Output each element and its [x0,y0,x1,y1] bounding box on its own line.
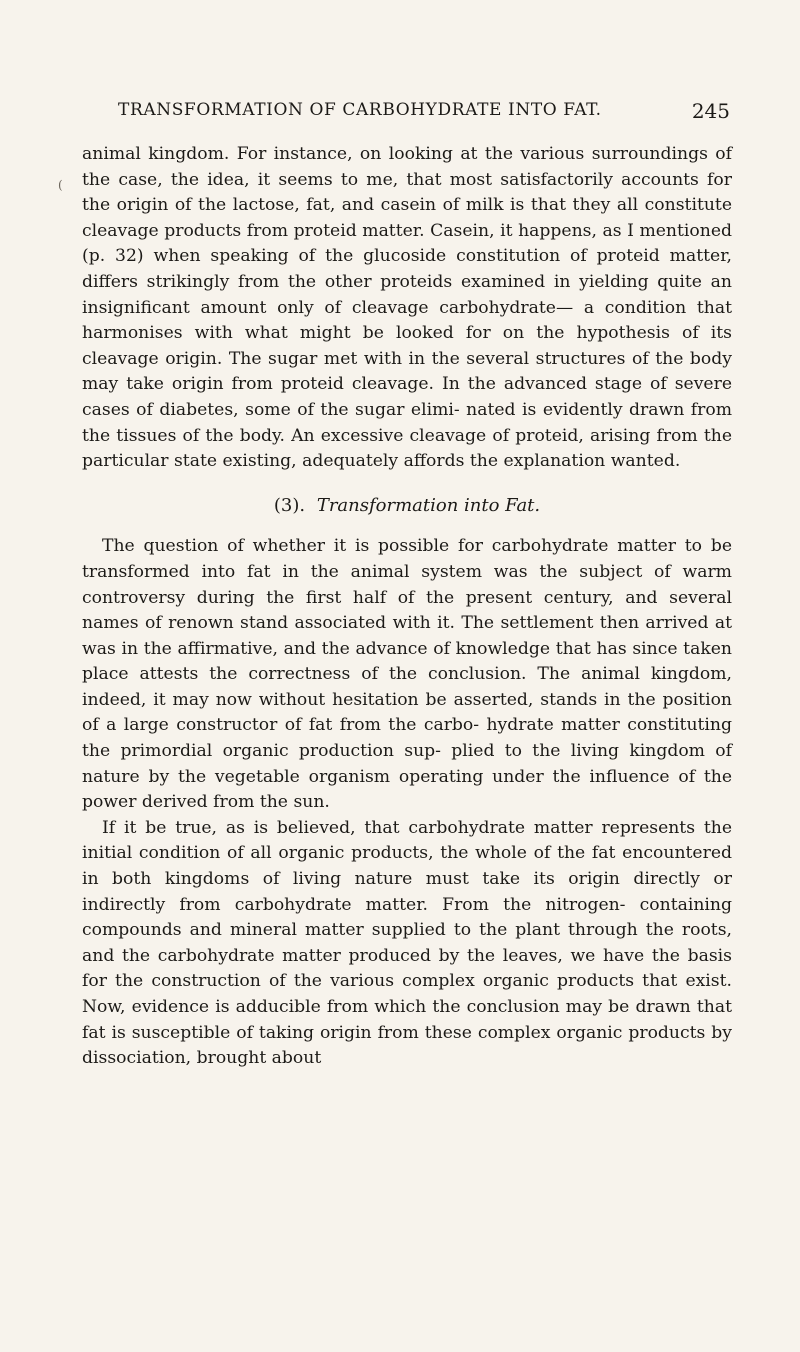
body-text [82,142,732,1072]
paragraph-2: The question of whether it is possible for carbohydrate matter to be transformed into fat in the animal system was the subject of warm controversy during the first half of the present century, and several names of renown stand associated with it. The settlement then arrived at was in the affirmative, and the advance of knowledge that has since taken place attests the correctness of the conclusion. The animal kingdom, indeed, it may now without hesitation be asserted, stands in the position of a large constructor of fat from the carbo- hydrate matter constituting the primordial organic production sup- plied to the living kingdom of nature by the vegetable organism operating under the influence of the power derived from the sun. [82,536,732,813]
margin-mark: ( [58,178,63,192]
page-number: 245 [691,99,730,123]
running-title: TRANSFORMATION OF CARBOHYDRATE INTO FAT. [118,100,602,120]
section-heading [82,493,732,519]
section-label: (3). [273,494,306,516]
running-head [118,100,730,130]
paragraph-3: If it be true, as is believed, that carbohydrate matter represents the initial condition of all organic products, the whole of the fat encountered in both kingdoms of living nature must take its origin directly or indirectly from carbohydrate matter. From the nitrogen- containing compounds and mineral matter supplied to the plant through the roots, and the carbohydrate matter produced by the leaves, we have the basis for the construction of the various complex organic products that exist. Now, evidence is adducible from which the conclusion may be drawn that fat is susceptible of taking origin from these complex organic products by dissociation, brought about [82,817,732,1069]
paragraph-1: animal kingdom. For instance, on looking at the various surroundings of the case, the idea, it seems to me, that most satisfactorily accounts for the origin of the lactose, fat, and casein of milk is that they all constitute cleavage products from proteid matter. Casein, it happens, as I mentioned (p. 32) when speaking of the glucoside constitution of proteid matter, differs strikingly from the other proteids examined in yielding quite an insignificant amount only of cleavage carbohydrate— a condition that harmonises with what might be looked for on the hypothesis of its cleavage origin. The sugar met with in the several structures of the body may take origin from proteid cleavage. In the advanced stage of severe cases of diabetes, some of the sugar elimi- nated is evidently drawn from the tissues of the body. An excessive cleavage of proteid, arising from the particular state existing, adequately affords the explanation wanted. [82,144,732,472]
section-title: Transformation into Fat. [316,494,541,516]
